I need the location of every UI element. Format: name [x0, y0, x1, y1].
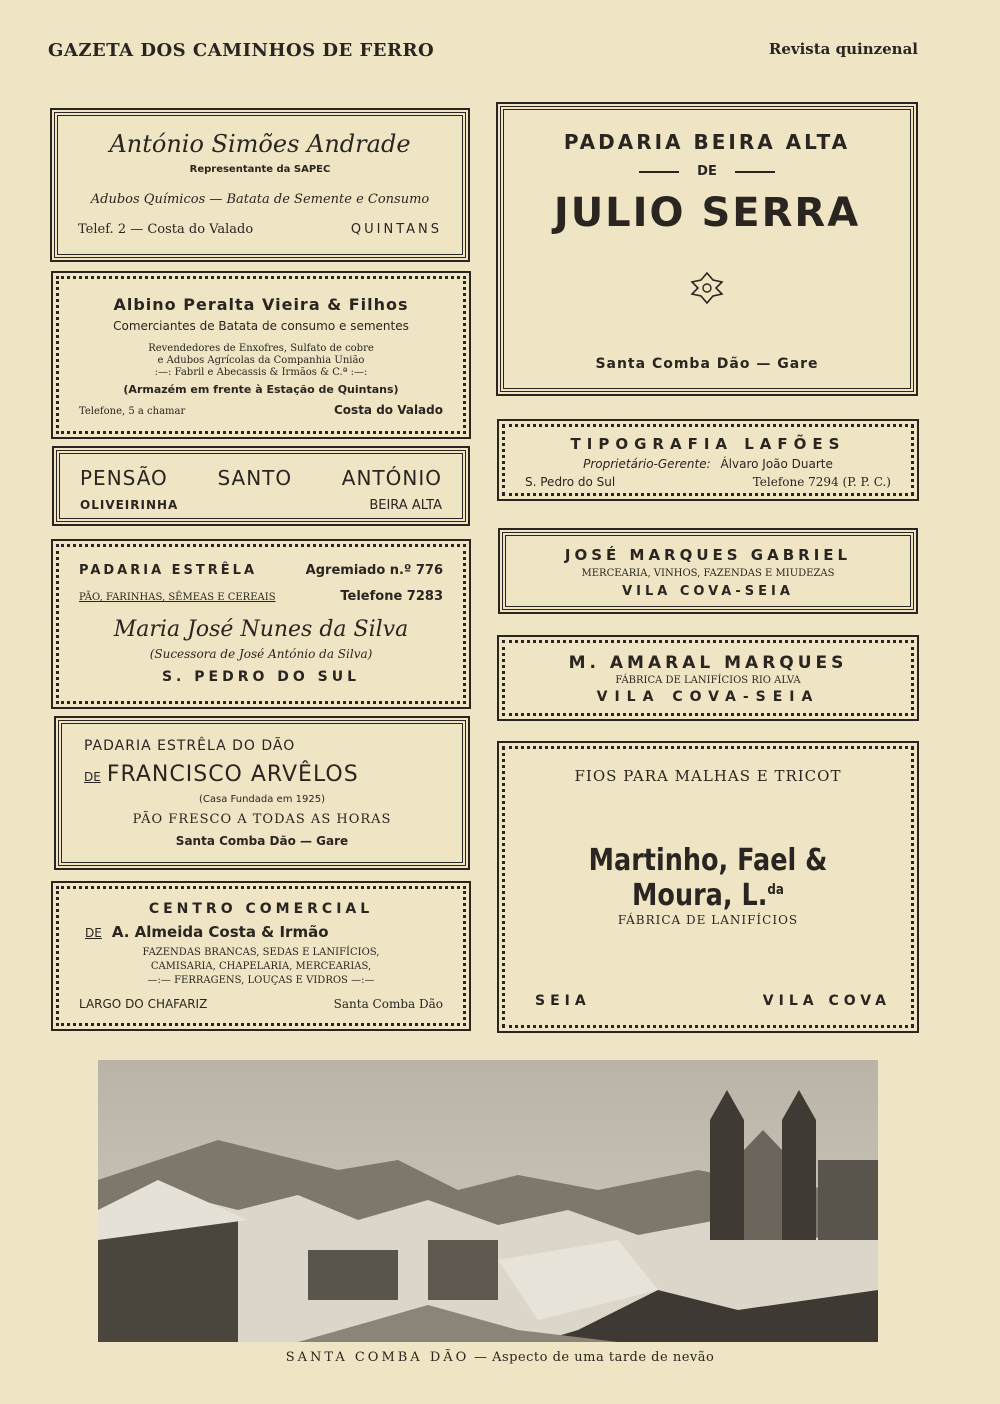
ad-serra-de: DE: [697, 164, 717, 179]
ad-centro-place: Santa Comba Dão: [333, 997, 443, 1011]
ad-centro-line1: CENTRO COMERCIAL: [148, 901, 374, 917]
ad-serra-line1: PADARIA BEIRA ALTA: [563, 130, 851, 154]
ad-arvelos-line2: PÃO FRESCO A TODAS AS HORAS: [132, 812, 392, 827]
ad-pensao-place: OLIVEIRINHA: [80, 498, 179, 512]
ad-pensao: [56, 450, 466, 522]
ad-martinho-line1: FIOS PARA MALHAS E TRICOT: [574, 767, 842, 785]
ad-albino: [56, 276, 466, 434]
ad-albino-line4: :—: Fabril e Abecassis & Irmãos & C.ª :—:: [154, 367, 368, 378]
page-header-title: GAZETA DOS CAMINHOS DE FERRO: [48, 40, 435, 61]
ad-gabriel-name: JOSÉ MARQUES GABRIEL: [564, 546, 852, 564]
ad-arvelos-name: FRANCISCO ARVÊLOS: [106, 762, 359, 787]
ad-arvelos-place: Santa Comba Dão — Gare: [175, 834, 349, 848]
ad-martinho-place2: VILA COVA: [762, 993, 891, 1009]
ad-andrade-place: QUINTANS: [350, 222, 442, 237]
ad-centro-goods2: CAMISARIA, CHAPELARIA, MERCEARIAS,: [150, 961, 372, 972]
ad-martinho-place1: SEIA: [535, 993, 591, 1009]
ornament-icon: [689, 270, 725, 306]
ad-centro-goods3: —:— FERRAGENS, LOUÇAS E VIDROS —:—: [147, 975, 375, 986]
ad-andrade-rep: Representante da SAPEC: [189, 164, 331, 175]
caption-place: SANTA COMBA DÃO: [285, 1350, 470, 1365]
ad-lafoes-manager: Álvaro João Duarte: [720, 457, 833, 471]
ad-estrela-member: Agremiado n.º 776: [305, 563, 443, 578]
ad-centro-goods1: FAZENDAS BRANCAS, SEDAS E LANIFÍCIOS,: [142, 947, 380, 958]
ad-estrela-successor: (Sucessora de José António da Silva): [149, 647, 373, 661]
ad-arvelos-de: DE: [84, 770, 101, 784]
ad-albino-line2: Revendedores de Enxofres, Sulfato de cobre: [148, 343, 374, 354]
ad-estrela-place: S. PEDRO DO SUL: [161, 669, 361, 685]
ad-albino-line1: Comerciantes de Batata de consumo e sementes: [113, 319, 409, 333]
ad-martinho-sup: da: [767, 882, 784, 898]
ad-centro-name: A. Almeida Costa & Irmão: [111, 923, 329, 941]
ad-amaral-name: M. AMARAL MARQUES: [568, 653, 848, 673]
ad-serra-name: JULIO SERRA: [553, 190, 861, 236]
ad-estrela-phone: Telefone 7283: [340, 589, 443, 604]
ad-lafoes-phone: Telefone 7294 (P. P. C.): [752, 475, 891, 489]
ad-andrade-name: António Simões Andrade: [109, 130, 411, 158]
ad-amaral-goods: FÁBRICA DE LANIFÍCIOS RIO ALVA: [615, 675, 801, 686]
ad-gabriel: [502, 532, 914, 610]
page-header-subtitle: Revista quinzenal: [768, 40, 918, 58]
ad-lafoes-manager-label: Proprietário-Gerente:: [583, 457, 711, 471]
ad-serra: [500, 106, 914, 392]
ad-lafoes-place: S. Pedro do Sul: [525, 475, 616, 489]
ad-pensao-name: PENSÃO SANTO ANTÓNIO: [80, 466, 442, 490]
ad-centro: [56, 886, 466, 1026]
ad-arvelos-founded: (Casa Fundada em 1925): [199, 794, 325, 805]
ad-gabriel-goods: MERCEARIA, VINHOS, FAZENDAS E MIUDEZAS: [581, 568, 835, 579]
ad-albino-place: Costa do Valado: [334, 403, 443, 417]
ad-albino-line3: e Adubos Agrícolas da Companhia União: [157, 355, 365, 366]
ad-andrade-goods: Adubos Químicos — Batata de Semente e Consumo: [90, 192, 430, 207]
ad-estrela: [56, 544, 466, 704]
caption-text: — Aspecto de uma tarde de nevão: [473, 1350, 715, 1365]
ad-albino-name: Albino Peralta Vieira & Filhos: [113, 295, 409, 314]
ad-centro-de: DE: [85, 926, 102, 940]
ad-arvelos: [58, 720, 466, 866]
ad-estrela-name: PADARIA ESTRÊLA: [79, 563, 258, 578]
ad-martinho-name: Martinho, Fael & Moura, L.: [588, 843, 828, 913]
ad-estrela-owner: Maria José Nunes da Silva: [113, 617, 409, 642]
ad-amaral-place: VILA COVA-SEIA: [596, 689, 820, 705]
ad-lafoes-name: TIPOGRAFIA LAFÕES: [570, 435, 846, 453]
ad-gabriel-place: VILA COVA-SEIA: [622, 584, 794, 599]
ad-martinho: [502, 746, 914, 1028]
ad-arvelos-line1: PADARIA ESTRÊLA DO DÃO: [84, 738, 296, 754]
ad-estrela-goods: PÃO, FARINHAS, SÊMEAS E CEREAIS: [79, 592, 276, 603]
ad-lafoes: [502, 424, 914, 496]
ad-andrade-phone: Telef. 2 — Costa do Valado: [78, 222, 254, 237]
ad-andrade: [54, 112, 466, 258]
ad-pensao-region: BEIRA ALTA: [369, 498, 442, 513]
ad-albino-line5: (Armazém em frente à Estação de Quintans): [123, 383, 399, 396]
ad-serra-place: Santa Comba Dão — Gare: [595, 356, 819, 372]
ad-amaral: [502, 640, 914, 716]
ad-albino-phone: Telefone, 5 a chamar: [79, 406, 186, 417]
ad-centro-address: LARGO DO CHAFARIZ: [79, 997, 208, 1011]
ad-martinho-line2: FÁBRICA DE LANIFÍCIOS: [617, 913, 799, 927]
photo-santa-comba-snow: [98, 1060, 878, 1342]
